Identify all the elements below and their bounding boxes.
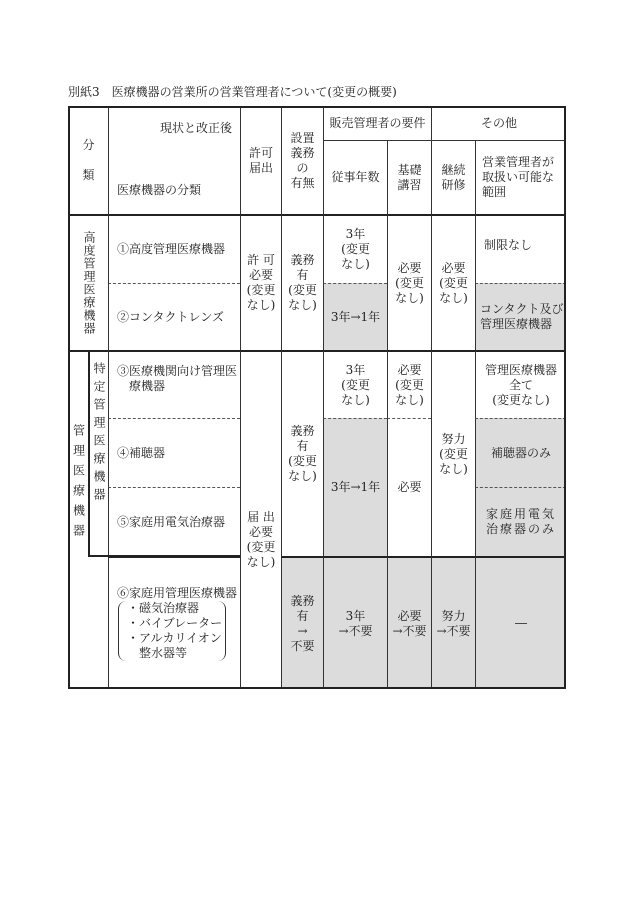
row-6-setchi: 義務 有 → 不要 xyxy=(281,556,323,689)
page-title: 別紙3 医療機器の営業所の営業管理者について(変更の概要) xyxy=(68,85,397,99)
row-3-name: ③医療機関向け管理医 療機器 xyxy=(108,350,240,418)
header-hanbai: 販売管理者の要件 xyxy=(323,106,431,140)
header-genjo: 現状と改正後 xyxy=(159,121,232,135)
header-sonota: その他 xyxy=(431,106,566,140)
row-5-hanni: 家庭用電気 治療器のみ xyxy=(475,487,566,556)
row-6-juji: 3年 →不要 xyxy=(323,556,387,689)
koudo-setchi: 義務 有 (変更 なし) xyxy=(281,214,323,350)
row-45-juji: 3年→1年 xyxy=(323,418,387,556)
row-1-juji: 3年 (変更 なし) xyxy=(323,214,387,283)
row-4-name: ④補聴器 xyxy=(108,418,240,487)
row-4-hanni: 補聴器のみ xyxy=(475,418,566,487)
row-6-name: ⑥家庭用管理医療機器 xyxy=(108,556,240,689)
header-kyoka: 許可 届出 xyxy=(240,106,281,214)
koudo-label: 高度管理医療機器 xyxy=(68,214,108,350)
kanri-setchi: 義務 有 (変更 なし) xyxy=(281,350,323,556)
row-2-juji: 3年→1年 xyxy=(323,283,387,350)
row-6-kiso: 必要 →不要 xyxy=(387,556,431,689)
row-6-keizoku: 努力 →不要 xyxy=(431,556,475,689)
header-kiki-bunrui: 医療機器の分類 xyxy=(117,183,202,197)
row-3-juji: 3年 (変更 なし) xyxy=(323,350,387,418)
row-5-name: ⑤家庭用電気治療器 xyxy=(108,487,240,556)
tokutei-label-text: 特定管理医療機器 xyxy=(92,362,106,506)
row-2-hanni: コンタクト及び 管理医療機器 xyxy=(475,283,566,350)
kanri-label-text: 管理医療機器 xyxy=(71,424,86,544)
tokutei-label xyxy=(88,350,108,556)
koudo-kyoka: 許 可 必要 (変更 なし) xyxy=(240,214,281,350)
row-2-name: ②コンタクトレンズ xyxy=(108,283,240,350)
koudo-kiso: 必要 (変更 なし) xyxy=(387,214,431,350)
header-genjo-cell xyxy=(108,106,240,214)
header-juji: 従事年数 xyxy=(323,140,387,214)
header-hanni: 営業管理者が 取扱い可能な 範囲 xyxy=(475,140,566,214)
row-1-name: ①高度管理医療機器 xyxy=(108,214,240,283)
row-3-hanni: 管理医療機器 全て (変更なし) xyxy=(475,350,566,418)
kanri-label xyxy=(68,350,88,689)
header-kiso: 基礎 講習 xyxy=(387,140,431,214)
header-keizoku: 継続 研修 xyxy=(431,140,475,214)
row-6-examples: ・磁気治療器 ・バイブレーター ・アルカリイオン 整水器等 xyxy=(118,601,226,661)
row-6-hanni: ― xyxy=(475,556,566,689)
kanri-keizoku: 努力 (変更 なし) xyxy=(431,350,475,556)
row-45-kiso: 必要 xyxy=(387,418,431,556)
kanri-kyoka: 届 出 必要 (変更 なし) xyxy=(240,350,281,689)
row-3-kiso: 必要 (変更 なし) xyxy=(387,350,431,418)
header-bunrui: 分 類 xyxy=(68,106,108,214)
koudo-keizoku: 必要 (変更 なし) xyxy=(431,214,475,350)
header-setchi: 設置 義務 の 有無 xyxy=(281,106,323,214)
row-1-hanni: 制限なし xyxy=(475,214,566,283)
